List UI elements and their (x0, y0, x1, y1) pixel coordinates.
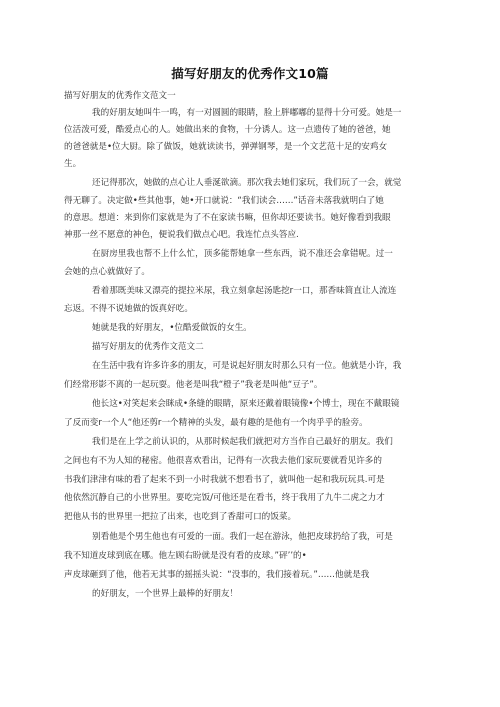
text-line: 位活泼可爱，酷爱点心的人。她做出来的食物，十分诱人。这一点遗传了她的爸爸，她 (64, 125, 391, 135)
text-line: 生。 (64, 159, 82, 169)
text-line: 会她的点心就做好了。 (64, 267, 150, 277)
text-line: 之间也有不为人知的秘密。他很喜欢看出，记得有一次我去他们家玩要就看见许多的 (64, 456, 382, 466)
text-line: 的爸爸就是•位大厨。除了做饭，她就读读书，弹弹钢琴，是一个文艺范十足的安鸡女 (64, 142, 388, 152)
text-line: 在生活中我有许多许多的朋友，可是说起好朋友时那么只有一位。他就是小许，我 (92, 361, 402, 371)
text-line: 描写好朋友的优秀作文范文一 (64, 91, 176, 101)
text-line: 她就是我的好朋友，•位酷爱做饭的女生。 (92, 323, 252, 333)
text-line: 书我们津津有味的看了起来不到一小时我就不想看书了，就叫他一起和我玩玩具.可是 (64, 475, 385, 485)
text-line: 他依然沉静自己的小世界里。要吃完饭/可他还是在看书，终于我用了九牛二虎之力才 (64, 493, 385, 503)
text-line: 的意思。想道：来到你们家就是为了不在家读书嘛，但你却还要读书。她好像看到我眼 (64, 213, 391, 223)
text-line: 我不知道皮球到底在哪。他左顾右盼就是没有看的皮球。”砰’’的• (64, 551, 307, 561)
text-line: 还记得那次，她做的点心让人垂涎欲滴。那次我去她们家玩，我们玩了一会，就觉 (92, 178, 402, 188)
text-line: 们经常形影不离的一起玩耍。他老是叫我“橙子”我老是叫他“豆子”。 (64, 380, 323, 390)
text-line: 了反而变r一个人“他还剪r一个精神的头发，最有趣的是他有一个肉乎乎的脸旁。 (64, 418, 368, 428)
text-line: 我的好朋友她叫牛一鸣，有一对圆圆的眼睛，脸上胖嘟嘟的显得十分可爱。她是一 (92, 108, 402, 118)
text-line: 别看他是个男生他也有可爱的一面。我们一起在游泳，他把皮球扔给了我，可是 (92, 532, 393, 542)
text-line: 的好朋友，一个世界上最棒的好朋友！ (92, 589, 239, 599)
text-line: 把他从书的世界里一把拉了出来，也吃到了香甜可口的饭菜。 (64, 512, 297, 522)
text-line: 神那一丝不愿意的神色，便说我们做点心吧。我连忙点头答应. (64, 230, 299, 240)
text-line: 得无聊了。决定做•些其他事，她•开口就说：“我们读会……”话音未落我就明白了她 (64, 196, 384, 206)
document-title: 描写好朋友的优秀作文10篇 (171, 66, 329, 81)
text-line: 他长这•对笑起来会眯成•条缝的眼睛，原来还戴着眼镜像•个博士，现在不戴眼镜 (92, 399, 400, 409)
text-line: 声皮球砸到了他，他若无其事的摇摇头说：“没事的，我们接着玩。”……他就是我 (64, 570, 370, 580)
text-line: 忘返。不得不说她做的饭真好吃。 (64, 304, 193, 314)
text-line: 我们是在上学之前认识的，从那时候起我们就把对方当作自己最好的朋友。我们 (92, 437, 393, 447)
text-line: 在厨房里我也帮不上什么忙，顶多能帮她拿一些东西，说不准还会拿错呢。过一 (92, 249, 393, 259)
text-line: 描写好朋友的优秀作文范文二 (92, 342, 204, 352)
text-line: 看着那既美味又漂亮的提拉米尿，我立刻拿起汤匙挖r一口，那香味简直让人流连 (92, 286, 397, 296)
